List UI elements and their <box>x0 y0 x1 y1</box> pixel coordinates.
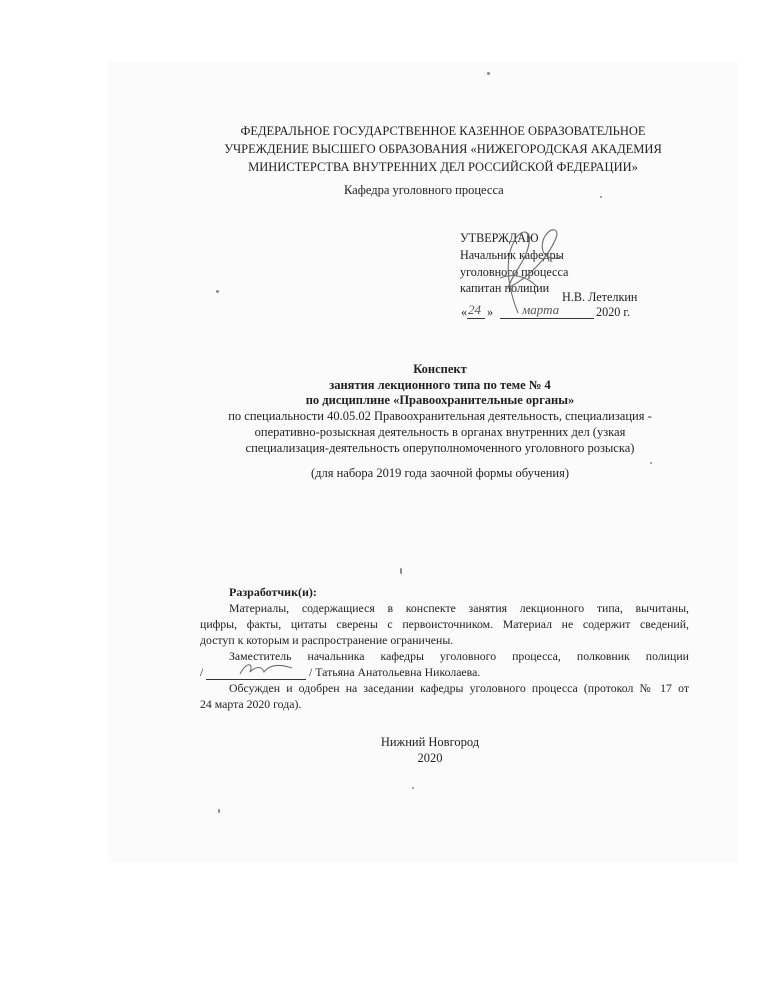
city: Нижний Новгород <box>380 735 480 749</box>
developer-name: / Татьяна Анатольевна Николаева. <box>309 665 481 679</box>
approval-line-3: капитан полиции <box>460 281 550 295</box>
scan-speck <box>412 787 414 789</box>
approval-line-1: Начальник кафедры <box>460 248 564 262</box>
developer-para-1: Материалы, содержащиеся в конспекте занятия лекционного типа, вычитаны, <box>229 601 689 615</box>
specialty-line-3: специализация-деятельность оперуполномоченного уголовного розыска) <box>245 441 635 455</box>
date-day-underline <box>467 318 485 319</box>
scan-speck <box>650 462 652 464</box>
date-year: 2020 г. <box>596 305 631 319</box>
header-line-3: МИНИСТЕРСТВА ВНУТРЕННИХ ДЕЛ РОССИЙСКОЙ ФЕДЕРАЦИИ» <box>248 160 638 174</box>
scan-speck <box>216 290 219 293</box>
approval-note: Обсужден и одобрен на заседании кафедры уголовного процесса (протокол № 17 от <box>229 681 689 695</box>
header-line-2: УЧРЕЖДЕНИЕ ВЫСШЕГО ОБРАЗОВАНИЯ «НИЖЕГОРОДСКАЯ АКАДЕМИЯ <box>224 142 662 156</box>
developer-signature <box>236 658 296 680</box>
year: 2020 <box>417 751 443 765</box>
enrollment-note: (для набора 2019 года заочной формы обучения) <box>310 466 570 480</box>
signature-slash: / <box>200 665 204 679</box>
approval-name: Н.В. Летелкин <box>562 290 638 304</box>
department-name: Кафедра уголовного процесса <box>344 183 504 197</box>
approval-heading: УТВЕРЖДАЮ <box>460 231 539 245</box>
approval-note: 24 марта 2020 года). <box>200 697 302 711</box>
scan-speck <box>218 809 220 813</box>
date-day: 24 <box>468 302 481 317</box>
date-month: марта <box>522 302 560 317</box>
date-month-underline <box>500 318 594 319</box>
developer-para-1: цифры, факты, цитаты сверены с первоисточником. Материал не содержит сведений, <box>200 617 689 631</box>
date-open-quote: « <box>461 305 468 319</box>
developer-position: Заместитель начальника кафедры уголовного процесса, полковник полиции <box>229 649 689 663</box>
developer-para-1: доступ к которым и распространение ограничены. <box>200 633 454 647</box>
title-discipline: по дисциплине «Правоохранительные органы» <box>305 393 575 407</box>
scan-speck <box>400 568 402 574</box>
scan-speck <box>487 72 490 75</box>
date-close-quote: » <box>487 305 494 319</box>
developer-heading: Разработчик(и): <box>229 585 317 599</box>
scan-speck <box>600 196 602 198</box>
header-line-1: ФЕДЕРАЛЬНОЕ ГОСУДАРСТВЕННОЕ КАЗЕННОЕ ОБРАЗОВАТЕЛЬНОЕ <box>240 124 646 138</box>
specialty-line-1: по специальности 40.05.02 Правоохранительная деятельность, специализация - <box>228 409 652 423</box>
document-title: Конспект <box>413 362 467 376</box>
approval-line-2: уголовного процесса <box>460 265 569 279</box>
title-topic: занятия лекционного типа по теме № 4 <box>329 378 551 392</box>
specialty-line-2: оперативно-розыскная деятельность в органах внутренних дел (узкая <box>254 425 626 439</box>
